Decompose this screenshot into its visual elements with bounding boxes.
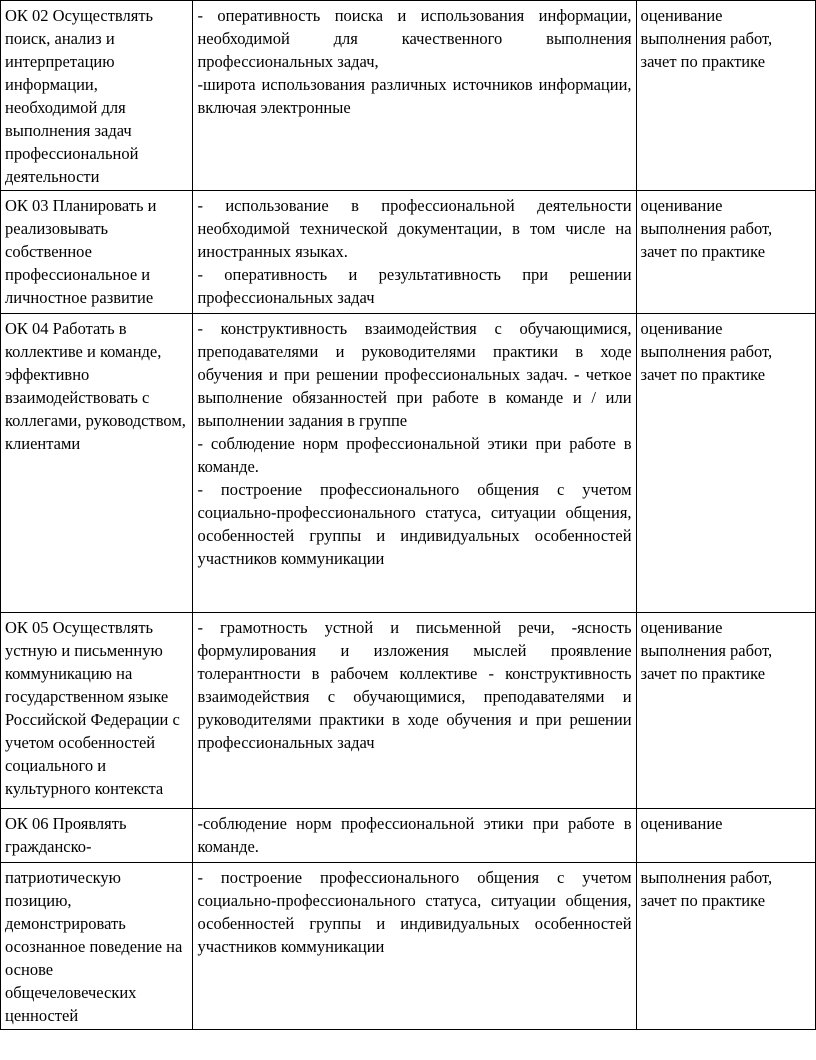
indicator-text: - оперативность и результативность при решении профессиональных задач	[197, 265, 632, 307]
indicator-text: - оперативность поиска и использования информации, необходимой для качественного выполнения профессиональных задач,	[197, 6, 632, 71]
competency-text: ОК 02 Осуществлять поиск, анализ и интерпретацию информации, необходимой для выполнения задач профессиональной деятельности	[5, 6, 154, 186]
assessment-text: оценивание выполнения работ, зачет по практике	[640, 618, 773, 683]
table-row	[1, 809, 816, 863]
indicators-cell	[193, 613, 636, 809]
table-row	[1, 1, 816, 191]
assessment-cell	[636, 809, 815, 863]
assessment-text: оценивание	[640, 814, 723, 833]
competency-text: ОК 05 Осуществлять устную и письменную коммуникацию на государственном языке Российской Федерации с учетом особенностей социального и культурного контекста	[5, 618, 180, 798]
indicator-text: -широта использования различных источников информации, включая электронные	[197, 75, 632, 117]
competency-text: ОК 06 Проявлять гражданско-	[5, 814, 127, 856]
assessment-cell	[636, 863, 815, 1030]
table-row	[1, 863, 816, 1030]
assessment-cell	[636, 613, 815, 809]
competency-cell	[1, 191, 193, 314]
indicator-text: - грамотность устной и письменной речи, -ясность формулирования и изложения мыслей проявление толерантности в рабочем коллективе - конструктивность взаимодействия с обучающимися, преподавателями и руководителями практики в ходе обучения и при решении профессиональных задач	[197, 618, 632, 752]
competency-text: ОК 03 Планировать и реализовывать собственное профессиональное и личностное развитие	[5, 196, 157, 307]
indicators-cell	[193, 314, 636, 613]
indicators-cell	[193, 809, 636, 863]
assessment-cell	[636, 191, 815, 314]
indicator-text: - конструктивность взаимодействия с обучающимися, преподавателями и руководителями практики в ходе обучения и при решении профессиональных задач. - четкое выполнение обязанностей при работе в команде и / или выполнении задания в группе	[197, 319, 632, 430]
competency-cell	[1, 863, 193, 1030]
indicators-cell	[193, 863, 636, 1030]
table-row	[1, 191, 816, 314]
competency-text: ОК 04 Работать в коллективе и команде, эффективно взаимодействовать с коллегами, руководством, клиентами	[5, 319, 186, 453]
indicator-text: - использование в профессиональной деятельности необходимой технической документации, в том числе на иностранных языках.	[197, 196, 632, 261]
indicator-text: - соблюдение норм профессиональной этики при работе в команде.	[197, 434, 632, 476]
assessment-text: выполнения работ, зачет по практике	[640, 868, 773, 910]
competency-text: патриотическую позицию, демонстрировать осознанное поведение на основе общечеловеческих ценностей	[5, 868, 183, 1025]
competency-cell	[1, 1, 193, 191]
table-row	[1, 314, 816, 613]
indicator-text: - построение профессионального общения с учетом социально-профессионального статуса, ситуации общения, особенностей группы и индивидуальных особенностей участников коммуникации	[197, 868, 632, 956]
indicator-text: - построение профессионального общения с учетом социально-профессионального статуса, ситуации общения, особенностей группы и индивидуальных особенностей участников коммуникации	[197, 480, 632, 568]
assessment-text: оценивание выполнения работ, зачет по практике	[640, 319, 773, 384]
indicators-cell	[193, 1, 636, 191]
competency-cell	[1, 314, 193, 613]
assessment-text: оценивание выполнения работ, зачет по практике	[640, 6, 773, 71]
assessment-text: оценивание выполнения работ, зачет по практике	[640, 196, 773, 261]
table-row	[1, 613, 816, 809]
competency-cell	[1, 809, 193, 863]
indicators-cell	[193, 191, 636, 314]
assessment-cell	[636, 314, 815, 613]
indicator-text: -соблюдение норм профессиональной этики при работе в команде.	[197, 814, 632, 856]
competency-cell	[1, 613, 193, 809]
assessment-cell	[636, 1, 815, 191]
